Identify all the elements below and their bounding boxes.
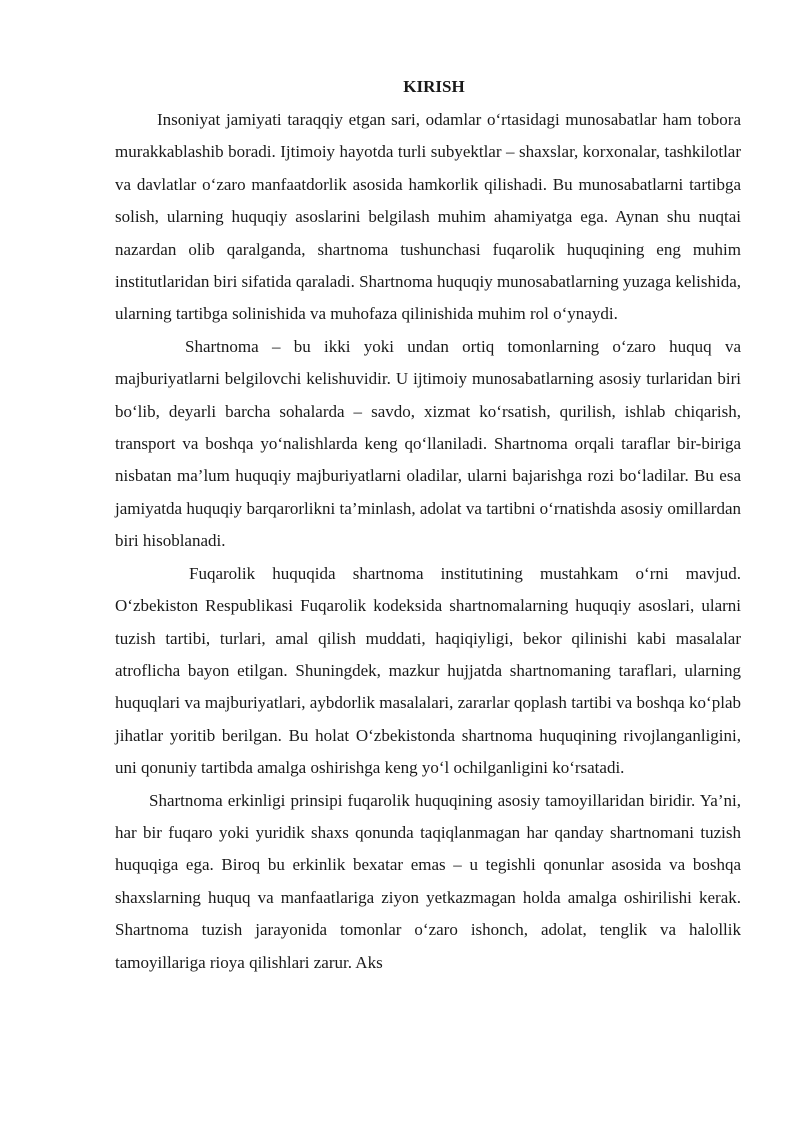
paragraph-1: Insoniyat jamiyati taraqqiy etgan sari, odamlar o‘rtasidagi munosabatlar ham tobora murakkablashib boradi. Ijtimoiy hayotda turli subyektlar – shaxslar, korxonalar, tashkilotlar va davlatlar o‘zaro manfaatdorlik asosida hamkorlik qilishadi. Bu munosabatlarni tartibga solish, ularning huquqiy asoslarini belgilash muhim ahamiyatga ega. Aynan shu nuqtai nazardan olib qaralganda, shartnoma tushunchasi fuqarolik huquqining eng muhim institutlaridan biri sifatida qaraladi. Shartnoma huquqiy munosabatlarning yuzaga kelishida, ularning tartibga solinishida va muhofaza qilinishida muhim rol o‘ynaydi.	[115, 110, 742, 324]
paragraph-3: Fuqarolik huquqida shartnoma institutining mustahkam o‘rni mavjud. O‘zbekiston Respublikasi Fuqarolik kodeksida shartnomalarning huquqiy asoslari, ularni tuzish tartibi, turlari, amal qilish muddati, haqiqiyligi, bekor qilinishi kabi masalalar atroflicha bayon etilgan. Shuningdek, mazkur hujjatda shartnomaning taraflari, ularning huquqlari va majburiyatlari, aybdorlik masalalari, zararlar qoplash tartibi va boshqa ko‘plab jihatlar yoritib berilgan. Bu holat O‘zbekistonda shartnoma huquqining rivojlanganligini, uni qonuniy tartibda amalga oshirishga keng yo‘l ochilganligini ko‘rsatadi.	[115, 563, 741, 778]
paragraph-2: Shartnoma – bu ikki yoki undan ortiq tomonlarning o‘zaro huquq va majburiyatlarni belgilovchi kelishuvidir. U ijtimoiy munosabatlarning asosiy turlaridan biri bo‘lib, deyarli barcha sohalarda – savdo, xizmat ko‘rsatish, qurilish, ishlab chiqarish, transport va boshqa yo‘nalishlarda keng qo‘llaniladi. Shartnoma orqali taraflar bir-biriga nisbatan ma’lum huquqiy majburiyatlarni oladilar, ularni bajarishga rozi bo‘ladilar. Bu esa jamiyatda huquqiy barqarorlikni ta’minlash, adolat va tartibni o‘rnatishda asosiy omillardan biri hisoblanadi.	[115, 336, 741, 551]
document-title: KIRISH	[403, 77, 465, 96]
paragraph-4: Shartnoma erkinligi prinsipi fuqarolik huquqining asosiy tamoyillaridan biridir. Ya’ni, har bir fuqaro yoki yuridik shaxs qonunda taqiqlanmagan har qanday shartnomani tuzish huquqiga ega. Biroq bu erkinlik bexatar emas – u tegishli qonunlar asosida va boshqa shaxslarning huquq va manfaatlariga ziyon yetkazmagan holda amalga oshirilishi kerak. Shartnoma tuzish jarayonida tomonlar o‘zaro ishonch, adolat, tenglik va halollik tamoyillariga rioya qilishlari zarur. Aks	[115, 790, 741, 972]
document-page	[115, 70, 741, 979]
